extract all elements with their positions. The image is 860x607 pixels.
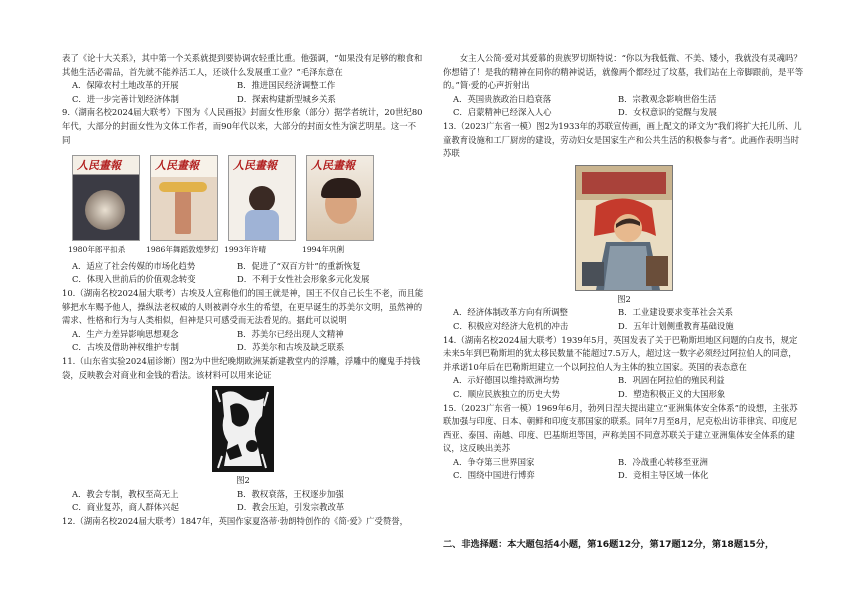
option: D．五年计划侧重教育基础设施 [618, 320, 734, 331]
option: B．推进国民经济调整工作 [237, 80, 336, 91]
option: B．工业建设要求变革社会关系 [618, 307, 734, 318]
option: B．促进了“双百方针”的重新恢复 [237, 260, 361, 271]
magazine-brand: 人民畫報 [77, 159, 121, 173]
magazine-brand: 人民畫報 [311, 159, 355, 173]
left-column [62, 52, 424, 528]
option: A．教会专制，教权至高无上 [72, 488, 179, 499]
option: B．苏美尔已经出现人文精神 [237, 328, 344, 339]
option: D．女权意识的觉醒与发展 [618, 107, 717, 118]
option: A．示好德国以维持欧洲均势 [453, 375, 560, 386]
cover-1993-image [228, 155, 296, 241]
option: A．经济体制改革方向有所调整 [453, 307, 568, 318]
cover-1986-image [150, 155, 218, 241]
caption: 1994年巩俐 [302, 245, 345, 255]
option: B．巩固在阿拉伯的殖民利益 [618, 375, 725, 386]
figure-caption: 图2 [617, 293, 631, 304]
question-12-options [443, 93, 805, 120]
question-9: 9.（湖南名校2024届大联考）下图为《人民画报》封面女性形象（部分）据学者统计，20世纪80年代，大部分的封面女性为文体工作者，而90年代以来，大部分的封面女性为演艺明星。这一不同 [62, 107, 423, 145]
question-11-options [62, 488, 424, 515]
option: C．启蒙精神已经深入人心 [453, 107, 552, 118]
soviet-poster-image [575, 165, 673, 291]
magazine-brand: 人民畫報 [155, 159, 199, 173]
option: D．竞相主导区域一体化 [618, 470, 709, 481]
option: A．英国贵族政治日趋衰落 [453, 93, 552, 104]
option: B．宗教观念影响世俗生活 [618, 93, 717, 104]
option: A．生产力差异影响思想观念 [72, 328, 179, 339]
option: B．教权衰落，王权逐步加强 [237, 488, 344, 499]
caption: 1980年郎平扣杀 [68, 245, 126, 255]
right-column [443, 52, 805, 483]
option: A．适应了社会传媒的市场化趋势 [72, 260, 196, 271]
question-10-options [62, 328, 424, 355]
option: D．塑造积极正义的大国形象 [618, 388, 726, 399]
option: D．探索构建新型城乡关系 [237, 93, 336, 104]
magazine-brand: 人民畫報 [233, 159, 277, 173]
figure-caption: 图2 [236, 475, 250, 486]
option: C．商业复苏，商人群体兴起 [72, 502, 179, 513]
question-11: 11.（山东省实验2024届诊断）图2为中世纪晚期欧洲某新建教堂内的浮雕，浮雕中的魔鬼手持钱袋，反映教会对商业和金钱的看法。该材料可以用来论证 [62, 355, 421, 380]
question-12-continued: 女主人公简·爱对其爱慕的贵族罗切斯特说：“你以为我低微、不美、矮小，我就没有灵魂吗？你想错了！是我的精神在同你的精神说话，就像两个都经过了坟墓，我们站在上帝脚跟前，是平等的。”简·爱的心声折射出 [443, 53, 804, 91]
question-13: 13.（2023广东省一模）图2为1933年的苏联宣传画，画上配文的译文为“我们将扩大托儿所、儿童教育设施和工厂厨房的建设，劳动妇女是国家生产和公共生活的积极参与者”。此画作表明当时苏联 [443, 120, 802, 159]
option: B．冷战重心转移至亚洲 [618, 456, 708, 467]
option: D．苏美尔和古埃及缺乏联系 [237, 342, 345, 353]
option: A．争夺第三世界国家 [453, 456, 535, 467]
option: A．保障农村土地改革的开展 [72, 80, 179, 91]
option: C．古埃及借助神权维护专制 [72, 342, 179, 353]
question-14: 14.（湖南名校2024届大联考）1939年5月，英国发表了关于巴勒斯坦地区问题的白皮书，规定未来5年到巴勒斯坦的犹太移民数量不能超过7.5万人，超过这一数字必须经过阿拉伯人的同意，并承诺10年后在巴勒斯坦建立一个以阿拉伯人为主体的独立国家。英国的表态意在 [443, 334, 798, 372]
question-15: 15.（2023广东省一模）1969年6月，勃列日涅夫提出建立“亚洲集体安全体系”的设想，主张苏联加强与印度、日本、朝鲜和印度支那国家的联系。同年7月至8月，尼克松出访菲律宾、印度尼西亚、泰国、南越、印度、巴基斯坦等国，声称美国不同意苏联关于建立亚洲集体安全体系的建议，这反映出美苏 [443, 402, 798, 454]
caption: 1986年舞蹈敦煌梦幻 [146, 245, 219, 255]
question-12: 12.（湖南名校2024届大联考）1847年，英国作家夏洛蒂·勃朗特创作的《简·爱》广受赞誉， [62, 515, 409, 526]
cover-1994-image [306, 155, 374, 241]
cover-1980-image [72, 155, 140, 241]
option: C．围绕中国进行博弈 [453, 470, 535, 481]
option: C．顺应民族独立的历史大势 [453, 388, 560, 399]
question-13-options [443, 306, 805, 333]
cover-captions [68, 243, 424, 257]
caption: 1993年许晴 [224, 245, 267, 255]
option: D．不利于女性社会形象多元化发展 [237, 274, 370, 285]
question-10: 10.（湖南名校2024届大联考）古埃及人宣称他们的国王就是神，国王不仅自己长生不老，而且能够把水车赐予他人，操纵法老权威的人则被剥夺水生的希望，在更早诞生的苏美尔文明，虽然神的需求、性格和行为与人类相似，但神是只可感受而无法看见的。据此可以说明 [62, 287, 424, 326]
option: D．教会压迫，引发宗教改革 [237, 502, 345, 513]
question-14-options [443, 374, 805, 401]
question-9-options [62, 260, 424, 287]
option: C．积极应对经济大危机的冲击 [453, 320, 569, 331]
question-8-options [62, 79, 424, 106]
option: C．进一步完善计划经济体制 [72, 93, 179, 104]
question-15-options [443, 456, 805, 483]
magazine-covers [72, 155, 424, 241]
relief-image [212, 386, 274, 472]
option: C．体现入世前后的价值观念转变 [72, 274, 196, 285]
question-8-continued: 表了《论十大关系》，其中第一个关系就提到要协调农轻重比重。他强调，“如果没有足够的粮食和其他生活必需品，首先就不能养活工人，还谈什么发展重工业？”毛泽东意在 [62, 53, 423, 77]
section-heading: 二、非选择题：本大题包括4小题，第16题12分，第17题12分，第18题15分， [443, 539, 775, 550]
